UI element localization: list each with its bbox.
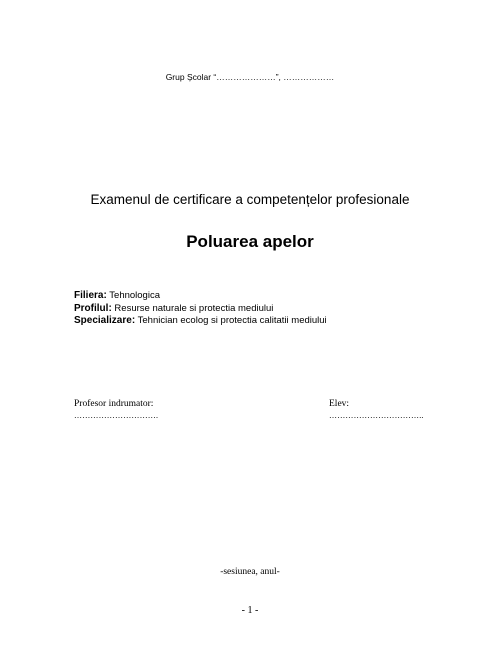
exam-title: Examenul de certificare a competențelor profesionale: [90, 192, 410, 207]
info-value: Tehnologica: [106, 290, 160, 301]
teacher-signature-block: [74, 398, 158, 422]
student-label: Elev:: [329, 399, 350, 409]
student-dots: ……………………………..: [329, 411, 424, 420]
info-label: Specializare: [74, 315, 132, 326]
info-row-filiera: Filiera: Tehnologica: [74, 290, 160, 301]
info-block: [74, 290, 474, 328]
document-title: Poluarea apelor: [186, 232, 314, 251]
info-row-profilul: Profilul: Resurse naturale si protectia mediului: [74, 302, 274, 314]
page-number: - 1 -: [241, 605, 259, 616]
info-value: Tehnician ecolog si protectia calitatii mediului: [135, 315, 327, 326]
teacher-dots: ………………………….: [74, 411, 159, 420]
info-label: Filiera: [74, 290, 104, 301]
info-value: Resurse naturale si protectia mediului: [111, 302, 274, 314]
school-line: Grup Școlar “…………………”, ………………: [165, 72, 335, 82]
info-row-specializare: Specializare: Tehnician ecolog si protectia calitatii mediului: [74, 315, 327, 326]
info-label: Profilul: [74, 302, 109, 314]
teacher-label: Profesor indrumator:: [74, 399, 154, 409]
session-line: -sesiunea, anul-: [220, 567, 280, 577]
student-signature-block: [329, 398, 424, 422]
